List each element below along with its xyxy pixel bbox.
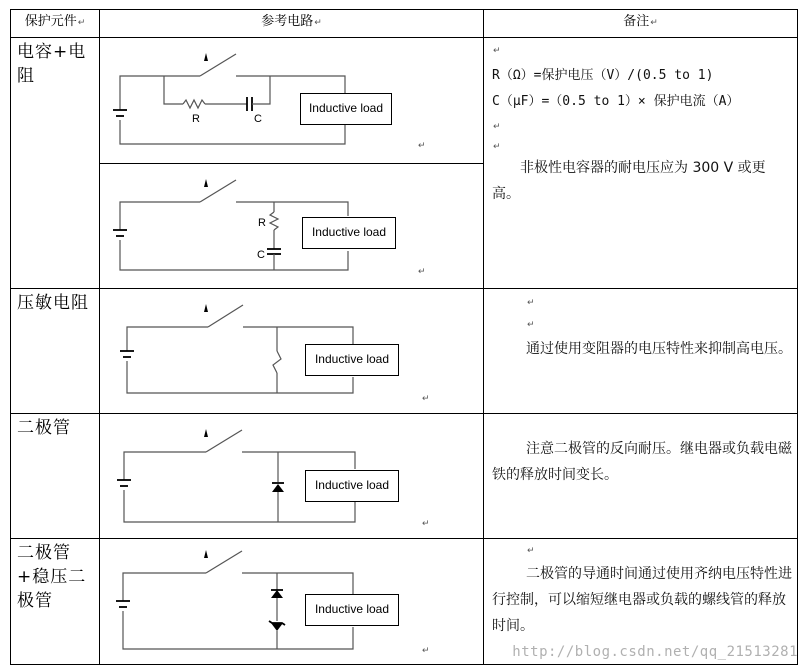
inductive-load-box: Inductive load [305,594,399,626]
header-component: 保护元件↵ [24,14,86,29]
formula-resistance: R（Ω）=保护电压（V）/(0.5 to 1) [492,68,714,83]
circuit-diagram [100,539,483,664]
formula-capacitance: C（μF）=（0.5 to 1）× 保护电流（A） [492,94,740,109]
circuit-diode-zener [100,539,483,664]
circuit-diagram [100,164,483,288]
component-label: 二极管 [17,418,71,438]
note-capacitor-voltage: 非极性电容器的耐电压应为 300 V 或更高。 [492,160,766,202]
table-border-top [10,9,798,10]
svg-text:↵: ↵ [422,645,430,655]
note-diode: 注意二极管的反向耐压。继电器或负载电磁铁的释放时间变长。 [492,441,792,483]
svg-text:↵: ↵ [418,140,426,150]
inductive-load-box: Inductive load [305,470,399,502]
notes-diode [492,416,792,488]
capacitor-label: C [257,249,265,261]
notes-varistor: ↵ ↵ 通过使用变阻器的电压特性来抑制高电压。 [492,292,792,362]
table-border-right [797,9,798,665]
inductive-load-box: Inductive load [305,344,399,376]
note-varistor: 通过使用变阻器的电压特性来抑制高电压。 [526,341,792,357]
component-label: 电容+电阻 [17,42,87,86]
circuit-varistor [100,289,483,413]
table-border-left [10,9,11,665]
circuit-diagram [100,289,483,413]
circuit-rc-parallel-load [100,164,483,288]
component-label: 二极管+稳压二极管 [17,543,87,611]
svg-text:↵: ↵ [422,518,430,528]
notes-diode-zener: ↵ 二极管的导通时间通过使用齐纳电压特性进行控制，可以缩短继电器或负载的螺线管的释放时间。 [492,541,792,639]
note-diode-zener: 二极管的导通时间通过使用齐纳电压特性进行控制，可以缩短继电器或负载的螺线管的释放时间。 [492,566,792,634]
table-border-bottom [10,664,798,665]
circuit-rc-parallel-switch [100,38,483,163]
circuit-diagram [100,38,483,163]
circuit-diagram [100,414,483,538]
component-label: 压敏电阻 [17,293,89,313]
inductive-load-box: Inductive load [300,93,392,125]
inductive-load-box: Inductive load [302,217,396,249]
resistor-label: R [192,113,200,125]
watermark: http://blog.csdn.net/qq_21513281 [512,644,798,660]
header-notes: 备注↵ [623,14,658,29]
notes-rc: ↵ R（Ω）=保护电压（V）/(0.5 to 1) C（μF）=（0.5 to 1）× 保护电流（A） ↵ ↵ 非极性电容器的耐电压应为 300 V 或更高。 [492,39,792,207]
column-divider [483,9,484,665]
circuit-diode [100,414,483,538]
header-circuit: 参考电路↵ [261,14,322,29]
svg-text:↵: ↵ [418,266,426,276]
capacitor-label: C [254,113,262,125]
svg-text:↵: ↵ [422,393,430,403]
resistor-label: R [258,217,266,229]
